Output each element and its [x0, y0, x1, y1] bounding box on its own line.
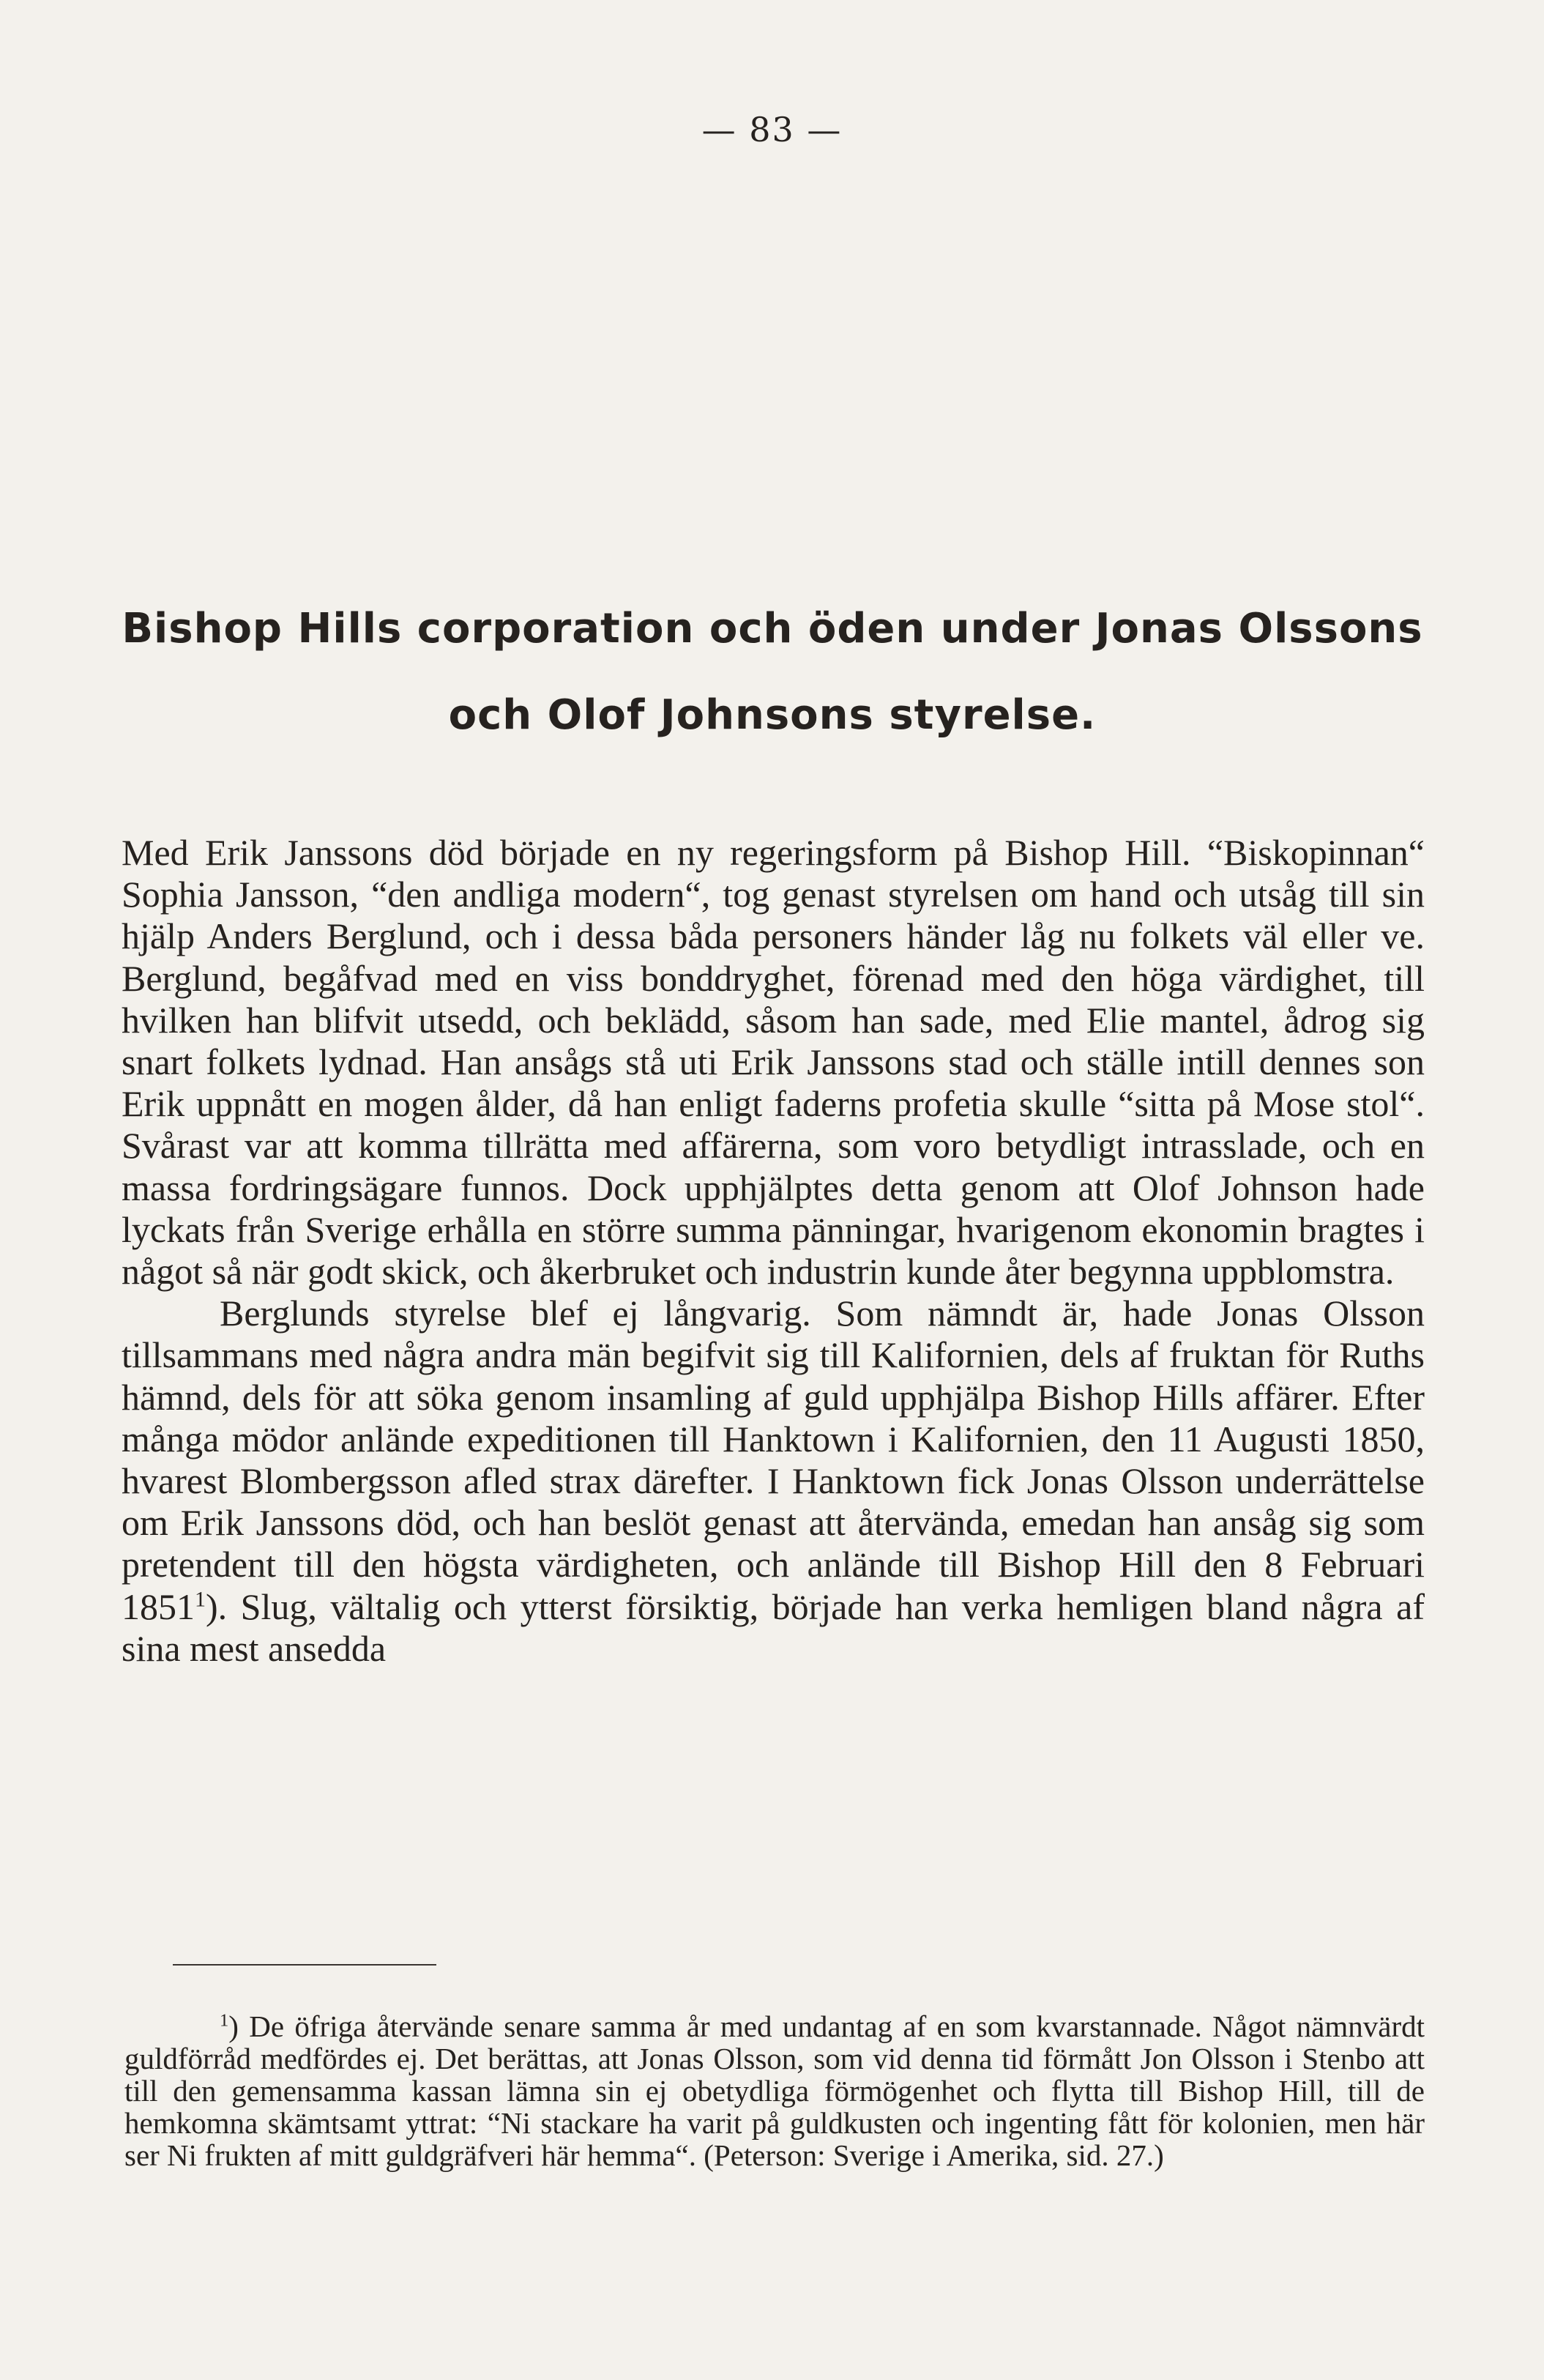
footnote-divider [173, 1964, 436, 1966]
footnote-text: De öfriga återvände senare samma år med undantag af en som kvarstannade. Något nämnvärdt guldförråd medfördes ej. Det berättas, att Jonas Olsson, som vid denna tid förmått Jon Olsson i Stenbo att till den gemensamma kassan lämna sin ej obetydliga förmögenhet och flytta till Bishop Hill, till de hemkomna skämtsamt yttrat: “Ni stackare ha varit på guldkusten och ingenting fått för kolonien, men här ser Ni frukten af mitt guldgräfveri här hemma“. (Peterson: Sverige i Amerika, sid. 27.) [124, 2009, 1425, 2172]
footnote-marker: 1 [220, 2010, 229, 2031]
paragraph-2 [122, 1293, 1425, 1670]
chapter-title [110, 586, 1435, 759]
paragraph-2-text: Berglunds styrelse blef ej långvarig. Som nämndt är, hade Jonas Olsson tillsammans med några andra män begifvit sig till Kalifornien, dels af fruktan för Ruths hämnd, dels för att söka genom insamling af guld upphjälpa Bishop Hills affärer. Efter många mödor anlände expeditionen till Hanktown i Kalifornien, den 11 Augusti 1850, hvarest Blombergsson afled strax därefter. I Hanktown fick Jonas Olsson underrättelse om Erik Janssons död, och han beslöt genast att återvända, emedan han ansåg sig som pretendent till den högsta värdigheten, och anlände till Bishop Hill den 8 Februari 1851 [122, 1293, 1425, 1627]
footnote [124, 2010, 1425, 2171]
paragraph-1-text: Med Erik Janssons död började en ny regeringsform på Bishop Hill. “Biskopinnan“ Sophia Jansson, “den andliga modern“, tog genast styrelsen om hand och utsåg till sin hjälp Anders Berglund, och i dessa båda personers händer låg nu folkets väl eller ve. Berglund, begåfvad med en viss bonddryghet, förenad med den höga värdighet, till hvilken han blifvit utsedd, och beklädd, såsom han sade, med Elie mantel, ådrog sig snart folkets lydnad. Han ansågs stå uti Erik Janssons stad och ställe intill dennes son Erik uppnått en mogen ålder, då han enligt faderns profetia skulle “sitta på Mose stol“. Svårast var att komma tillrätta med affärerna, som voro betydligt intrasslade, och en massa fordringsägare funnos. Dock upphjälptes detta genom att Olof Johnson hade lyckats från Sverige erhålla en större summa pänningar, hvarigenom ekonomin bragtes i något så när godt skick, och åkerbruket och industrin kunde åter begynna uppblomstra. [122, 832, 1425, 1293]
footnote-marker-suffix: ) [228, 2009, 239, 2043]
body-text [122, 832, 1425, 1670]
paragraph-1 [122, 832, 1425, 1293]
page-number: — 83 — [701, 110, 843, 149]
chapter-title-line-1: Bishop Hills corporation och öden under Jonas Olssons [122, 605, 1423, 652]
footnote-reference: 1 [195, 1587, 206, 1611]
paragraph-2-text-end: ). Slug, vältalig och ytterst försiktig, började han verka hemligen bland några af sina mest ansedda [122, 1585, 1425, 1669]
chapter-title-line-2: och Olof Johnsons styrelse. [448, 691, 1097, 739]
